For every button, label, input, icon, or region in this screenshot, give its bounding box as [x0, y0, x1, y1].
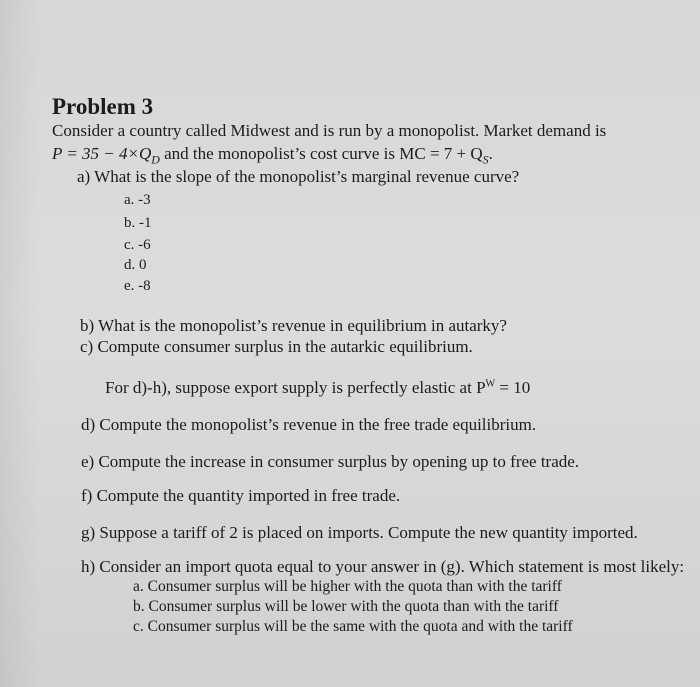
option-a-c: c. -6 — [124, 237, 151, 253]
question-b: b) What is the monopolist’s revenue in equilibrium in autarky? — [80, 316, 507, 335]
question-h: h) Consider an import quota equal to your answer in (g). Which statement is most likely: — [81, 557, 685, 576]
intro-line-2 — [52, 144, 493, 167]
option-h-c: c. Consumer surplus will be the same with the quota and with the tariff — [133, 618, 573, 635]
intro-period: . — [488, 144, 493, 163]
export-supply-note — [105, 378, 530, 398]
option-a-a: a. -3 — [124, 192, 151, 208]
question-a: a) What is the slope of the monopolist’s marginal revenue curve? — [77, 167, 520, 186]
question-c: c) Compute consumer surplus in the autarkic equilibrium. — [80, 337, 473, 356]
question-e: e) Compute the increase in consumer surplus by opening up to free trade. — [81, 452, 580, 471]
option-h-a: a. Consumer surplus will be higher with the quota than with the tariff — [133, 578, 562, 595]
option-a-b: b. -1 — [124, 215, 152, 231]
supply-subscript: S — [482, 152, 489, 167]
note-text: For d)-h), suppose export supply is perfectly elastic at P — [105, 378, 486, 397]
demand-equation: P = 35 − 4×Q — [52, 144, 152, 163]
question-g: g) Suppose a tariff of 2 is placed on imports. Compute the new quantity imported. — [81, 523, 638, 542]
option-a-d: d. 0 — [124, 257, 147, 273]
intro-line-1: Consider a country called Midwest and is run by a monopolist. Market demand is — [52, 121, 607, 140]
demand-subscript: D — [151, 152, 160, 167]
problem-title: Problem 3 — [52, 94, 154, 119]
question-d: d) Compute the monopolist’s revenue in the free trade equilibrium. — [81, 415, 537, 434]
note-price: = 10 — [495, 378, 531, 397]
page-shadow — [0, 0, 40, 687]
option-a-e: e. -8 — [124, 278, 151, 294]
note-superscript: W — [485, 378, 496, 390]
cost-equation: and the monopolist’s cost curve is MC = 7 + Q — [159, 144, 483, 163]
option-h-b: b. Consumer surplus will be lower with the quota than with the tariff — [133, 598, 559, 615]
question-f: f) Compute the quantity imported in free trade. — [81, 486, 401, 505]
